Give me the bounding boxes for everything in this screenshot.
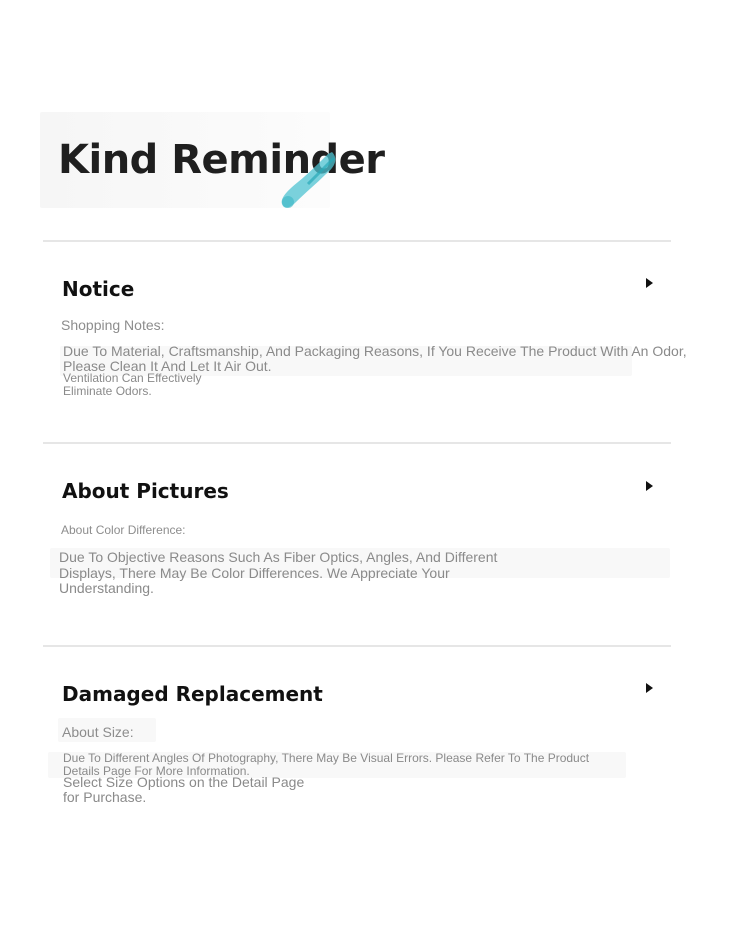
section-label: About Size: — [62, 724, 134, 740]
brush-stroke-icon — [276, 144, 342, 214]
section-divider — [43, 442, 671, 444]
page-title: Kind Reminder — [58, 137, 385, 183]
caret-right-icon[interactable] — [646, 481, 653, 491]
section-title-notice: Notice — [62, 277, 135, 301]
section-divider — [43, 240, 671, 242]
section-text: Due To Material, Craftsmanship, And Packaging Reasons, If You Receive The Product With An Odor, Please Clean It And Let It Air Out. — [63, 343, 687, 374]
section-title-damaged-replacement: Damaged Replacement — [62, 682, 323, 706]
caret-right-icon[interactable] — [646, 683, 653, 693]
section-label: About Color Difference: — [61, 523, 186, 537]
section-text: Due To Objective Reasons Such As Fiber Optics, Angles, And Different Displays, There May Be Color Differences. We Appreciate Your Understanding. — [59, 549, 498, 596]
section-text: Due To Different Angles Of Photography, There May Be Visual Errors. Please Refer To The Product Details Page For More Information. — [63, 751, 590, 778]
section-divider — [43, 645, 671, 647]
section-title-about-pictures: About Pictures — [62, 479, 229, 503]
caret-right-icon[interactable] — [646, 278, 653, 288]
section-text-extra: Ventilation Can Effectively Eliminate Odors. — [63, 371, 202, 398]
section-text-extra: Select Size Options on the Detail Page for Purchase. — [63, 774, 305, 805]
section-label: Shopping Notes: — [61, 317, 165, 333]
